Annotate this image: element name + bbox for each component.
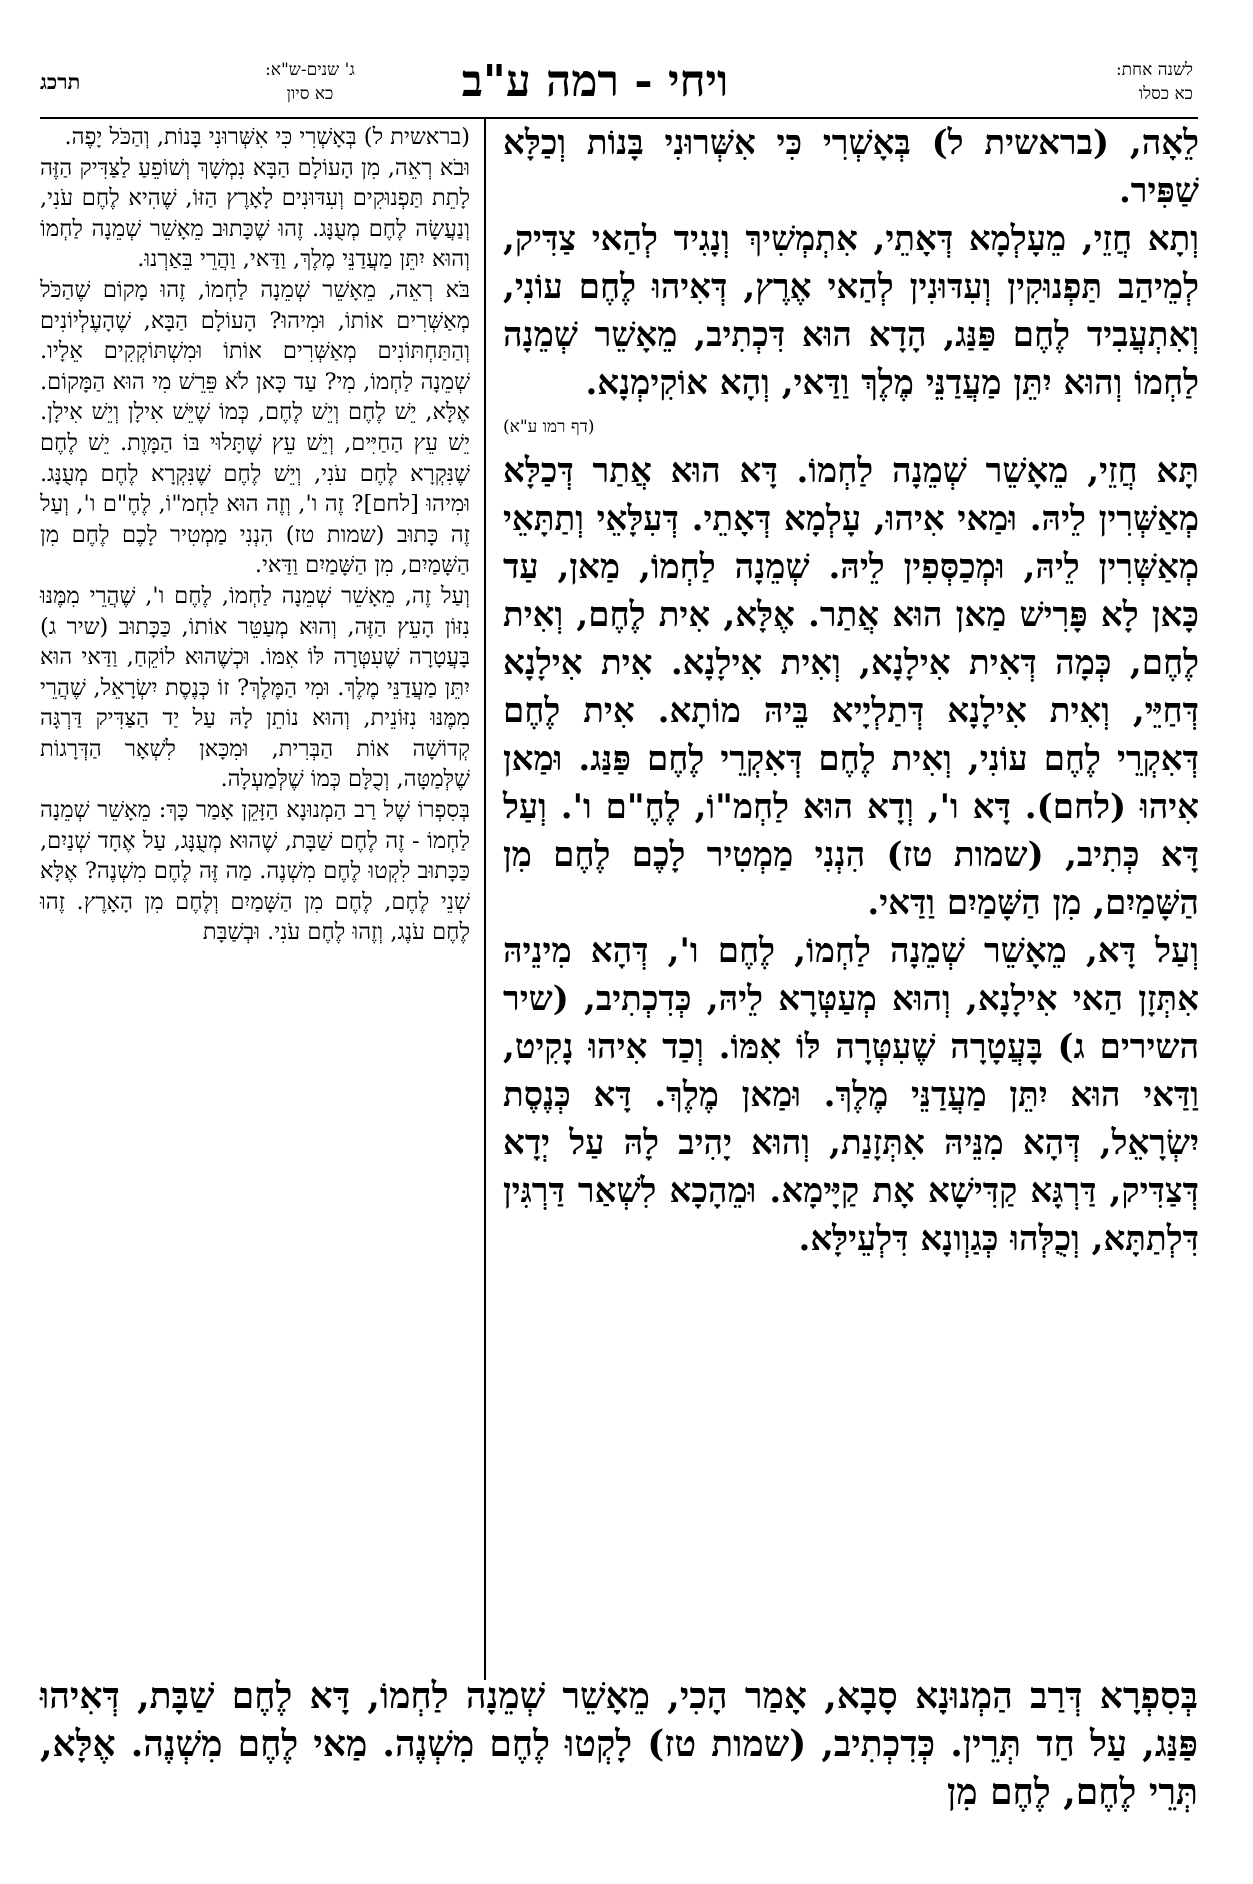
side-paragraph-2: וּבֹא רְאֵה, מִן הָעוֹלָם הַבָּא נִמְשָׁךְ וְשׁוֹפֵעַ לַצַּדִּיק הַזֶּה לָתֵת תַּפְנוּקִים וְעִדּוּנִים לָאָרֶץ הַזּוֹ, שֶׁהִיא לֶחֶם עֹנִי, וְנַעֲשָׂה לֶחֶם מְעֻנָּג. זֶהוּ שֶׁכָּתוּב מֵאָשֵׁר שְׁמֵנָה לַחְמוֹ וְהוּא יִתֵּן מַעֲדַנֵּי מֶלֶךְ, וַדַּאי, וַהֲרֵי בֵּאַרְנוּ. <box>40 154 470 273</box>
side-column-hebrew-translation <box>40 122 470 948</box>
schedule-one-year-date: כא כסלו <box>1138 84 1193 104</box>
side-paragraph-1: (בראשית ל) בְּאָשְׁרִי כִּי אִשְּׁרוּנִי בָּנוֹת, וְהַכֹּל יָפֶה. <box>64 124 470 150</box>
main-paragraph-4: וְעַל דָּא, מֵאָשֵׁר שְׁמֵנָה לַחְמוֹ, לֶחֶם ו', דְּהָא מִינֵיהּ אִתְּזָן הַאי אִילָנָא, וְהוּא מְעַטְּרָא לֵיהּ, כְּדִכְתִיב, (שיר השירים ג) בָּעֲטָרָה שֶׁעִטְּרָה לּוֹ אִמּוֹ. וְכַד אִיהוּ נָקִיט, וַדַּאי הוּא יִתֵּן מַעֲדַנֵּי מֶלֶךְ. וּמַאן מֶלֶךְ. דָּא כְּנֶסֶת יִשְׂרָאֵל, דְּהָא מִנֵּיהּ אִתְּזָנַת, וְהוּא יָהִיב לָהּ עַל יְדָא דְּצַדִּיק, דַּרְגָּא קַדִּישָׁא אָת קַיָּימָא. וּמֵהָכָא לִשְׁאַר דַּרְגִּין דִּלְתַתָּא, וְכֻלְּהוּ כְּגַוְונָא דִּלְעֵילָּא. <box>503 931 1199 1259</box>
main-paragraph-1: לֵאָה, (בראשית ל) בְּאָשְׁרִי כִּי אִשְּׁרוּנִי בָּנוֹת וְכַלָּא שַׁפִּיר. <box>503 123 1199 211</box>
main-paragraph-2: וְתָא חֲזֵי, מֵעָלְמָא דְּאָתֵי, אִתְמְשִׁיךְ וְנָגִיד לְהַאי צַדִּיק, לְמֵיהַב תַּפְנוּקִין וְעִדּוּנִין לְהַאי אֶרֶץ, דְּאִיהוּ לֶחֶם עוֹנִי, וְאִתְעֲבִיד לֶחֶם פַּנַּג, הָדָא הוּא דִּכְתִיב, מֵאָשֵׁר שְׁמֵנָה לַחְמוֹ וְהוּא יִתֵּן מַעֲדַנֵּי מֶלֶךְ וַדַּאי, וְהָא אוֹקִימְנָא. <box>503 219 1199 403</box>
main-column-aramaic <box>503 119 1199 1263</box>
side-paragraph-5: בְּסִפְרוֹ שֶׁל רַב הַמְנוּנָא הַזָּקֵן אָמַר כָּךְ: מֵאָשֵׁר שְׁמֵנָה לַחְמוֹ - זֶה לֶחֶם שַׁבָּת, שֶׁהוּא מְעֻנָּג, עַל אֶחָד שְׁנַיִם, כַּכָּתוּב לִקְטוּ לֶחֶם מִשְׁנֶה. מַה זֶּה לֶחֶם מִשְׁנֶה? אֶלָּא שְׁנֵי לֶחֶם, לֶחֶם מִן הַשָּׁמַיִם וְלֶחֶם מִן הָאָרֶץ. זֶהוּ לֶחֶם עֹנֶג, וְזֶהוּ לֶחֶם עֹנִי. וּבְשַׁבָּת <box>40 797 470 946</box>
schedule-three-years-label: ג' שנים-ש"א: <box>265 60 355 80</box>
page-number: תרכג <box>40 69 81 94</box>
schedule-one-year-label: לשנה אחת: <box>1115 60 1193 80</box>
schedule-three-years-date: כא סיון <box>286 84 334 104</box>
main-paragraph-5: בְּסִפְרָא דְּרַב הַמְנוּנָא סָבָא, אָמַר הָכִי, מֵאָשֵׁר שְׁמֵנָה לַחְמוֹ, דָּא לֶחֶם שַׁבָּת, דְּאִיהוּ פַּנַּג, עַל חַד תְּרֵין. כְּדִכְתִיב, (שמות טז) לָקְטוּ לֶחֶם מִשְׁנֶה. מַאי לֶחֶם מִשְׁנֶה. אֶלָּא, תְּרֵי לֶחֶם, לֶחֶם מִן <box>40 1675 1198 1813</box>
side-paragraph-3: בֹּא רְאֵה, מֵאָשֵׁר שְׁמֵנָה לַחְמוֹ, זֶהוּ מָקוֹם שֶׁהַכֹּל מְאַשְּׁרִים אוֹתוֹ, וּמִיהוּ? הָעוֹלָם הַבָּא, שֶׁהָעֶלְיוֹנִים וְהַתַּחְתּוֹנִים מְאַשְּׁרִים אוֹתוֹ וּמִשְׁתּוֹקְקִים אֵלָיו. שְׁמֵנָה לַחְמוֹ, מִי? עַד כָּאן לֹא פֵּרֵשׁ מִי הוּא הַמָּקוֹם. אֶלָּא, יֵשׁ לֶחֶם וְיֵשׁ לֶחֶם, כְּמוֹ שֶׁיֵּשׁ אִילָן וְיֵשׁ אִילָן. יֵשׁ עֵץ הַחַיִּים, וְיֵשׁ עֵץ שֶׁתָּלוּי בּוֹ הַמָּוֶת. יֵשׁ לֶחֶם שֶׁנִּקְרָא לֶחֶם עֹנִי, וְיֵשׁ לֶחֶם שֶׁנִּקְרָא לֶחֶם מְעֻנָּג. וּמִיהוּ [לחם]? זֶה ו', וְזֶה הוּא לַחְמ"וֹ, לֶחֶ"ם ו', וְעַל זֶה כָּתוּב (שמות טז) הִנְנִי מַמְטִיר לָכֶם לֶחֶם מִן הַשָּׁמַיִם, מִן הַשָּׁמַיִם וַדַּאי. <box>40 276 470 579</box>
main-paragraph-3: תָּא חֲזֵי, מֵאָשֵׁר שְׁמֵנָה לַחְמוֹ. דָּא הוּא אֲתַר דְּכַלָּא מְאַשְּׁרִין לֵיהּ. וּמַאי אִיהוּ, עָלְמָא דְּאָתֵי. דְּעִלָּאֵי וְתַתָּאֵי מְאַשְּׁרִין לֵיהּ, וּמְכַסְּפִין לֵיהּ. שְׁמֵנָה לַחְמוֹ, מַאן, עַד כָּאן לָא פָּרִישׁ מַאן הוּא אֲתַר. אֶלָּא, אִית לֶחֶם, וְאִית לֶחֶם, כְּמָה דְּאִית אִילָנָא, וְאִית אִילָנָא. אִית אִילָנָא דְּחַיֵּי, וְאִית אִילָנָא דְּתַלְיָיא בֵּיהּ מוֹתָא. אִית לֶחֶם דְּאִקְרֵי לֶחֶם עוֹנִי, וְאִית לֶחֶם דְּאִקְרֵי לֶחֶם פַּנַּג. וּמַאן אִיהוּ (לחם). דָּא ו', וְדָא הוּא לַחְמ"וֹ, לֶחֶ"ם ו'. וְעַל דָּא כְּתִיב, (שמות טז) הִנְנִי מַמְטִיר לָכֶם לֶחֶם מִן הַשָּׁמַיִם, מִן הַשָּׁמַיִם וַדַּאי. <box>503 451 1199 923</box>
column-divider <box>484 117 486 1680</box>
header-study-schedule-three-years <box>180 58 440 116</box>
side-paragraph-4: וְעַל זֶה, מֵאָשֵׁר שְׁמֵנָה לַחְמוֹ, לֶחֶם ו', שֶׁהֲרֵי מִמֶּנּוּ נִזּוֹן הָעֵץ הַזֶּה, וְהוּא מְעַטֵּר אוֹתוֹ, כַּכָּתוּב (שיר ג) בָּעֲטָרָה שֶׁעִטְּרָה לּוֹ אִמּוֹ. וּכְשֶׁהוּא לוֹקֵחַ, וַדַּאי הוּא יִתֵּן מַעֲדַנֵּי מֶלֶךְ. וּמִי הַמֶּלֶךְ? זוֹ כְּנֶסֶת יִשְׂרָאֵל, שֶׁהֲרֵי מִמֶּנּוּ נִזּוֹנֵית, וְהוּא נוֹתֵן לָהּ עַל יַד הַצַּדִּיק דַּרְגָּה קְדוֹשָׁה אוֹת הַבְּרִית, וּמִכָּאן לִשְׁאָר הַדְּרָגוֹת שֶׁלְּמַטָּה, וְכֻלָּם כְּמוֹ שֶׁלְּמַעְלָה. <box>40 582 470 793</box>
header-study-schedule-one-year <box>1023 58 1193 116</box>
page-title: ויחי - רמה ע"ב <box>461 56 729 107</box>
daf-reference: (דף רמו ע"א) <box>503 417 595 437</box>
